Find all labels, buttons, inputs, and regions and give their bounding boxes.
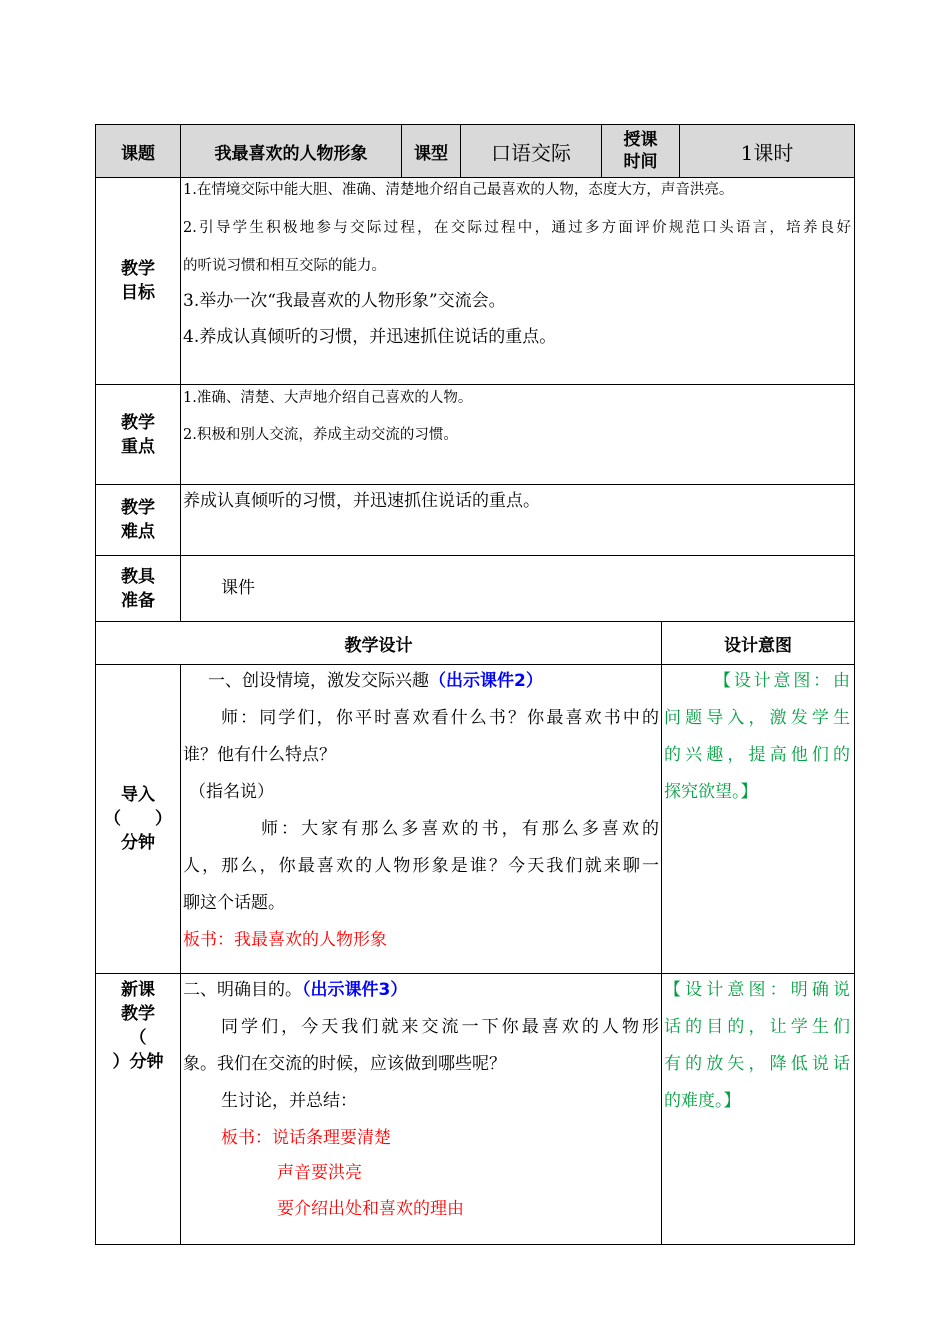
- lesson-plan-table: [95, 124, 855, 1245]
- newlesson-intent-cell: [661, 973, 855, 1245]
- topic-label-cell: [95, 124, 181, 178]
- newlesson-label-1: 新课: [121, 980, 155, 1000]
- intro-label-2: （ ）: [104, 809, 172, 829]
- intro-board: 板书：我最喜欢的人物形象: [183, 930, 387, 950]
- keypoints-label-cell: [95, 384, 181, 485]
- design-header-cell: [95, 621, 662, 665]
- materials-label-2: 准备: [121, 590, 155, 611]
- intro-line: 聊这个话题。: [183, 893, 285, 913]
- type-value-cell: [460, 124, 602, 178]
- materials-content-cell: [180, 555, 855, 622]
- newlesson-board: 板书：说话条理要清楚: [221, 1128, 391, 1148]
- newlesson-line: 同学们，今天我们就来交流一下你最喜欢的人物形: [221, 1017, 659, 1037]
- materials-text: 课件: [221, 578, 255, 598]
- intro-label-cell: [95, 664, 181, 974]
- goal-line: 4.养成认真倾听的习惯，并迅速抓住说话的重点。: [183, 327, 557, 347]
- intro-intent-line: 【设计意图：由: [714, 671, 850, 691]
- keypoints-label-1: 教学: [121, 412, 155, 433]
- goals-label-cell: [95, 177, 181, 385]
- difficulties-label-cell: [95, 484, 181, 556]
- newlesson-step-title-text: 二、明确目的。: [183, 980, 302, 1000]
- newlesson-board: 要介绍出处和喜欢的理由: [277, 1199, 464, 1219]
- difficulties-label-1: 教学: [121, 498, 155, 518]
- time-label-1: 授课: [623, 130, 658, 150]
- newlesson-label-2: 教学: [121, 1004, 155, 1024]
- intro-line: （指名说）: [189, 782, 274, 802]
- intent-header-cell: [661, 621, 855, 665]
- time-label-2: 时间: [623, 152, 658, 172]
- newlesson-intent-line: 的难度。】: [664, 1091, 741, 1111]
- goals-label-2: 目标: [121, 283, 155, 303]
- time-label-cell: [601, 124, 680, 178]
- topic-value-cell: [180, 124, 402, 178]
- intro-label-3: 分钟: [121, 833, 155, 853]
- keypoint-line: 1.准确、清楚、大声地介绍自己喜欢的人物。: [183, 390, 473, 406]
- difficulties-text: 养成认真倾听的习惯，并迅速抓住说话的重点。: [183, 491, 540, 511]
- newlesson-step-ref: （出示课件3）: [302, 980, 408, 1000]
- goal-line: 2.引导学生积极地参与交际过程，在交际过程中，通过多方面评价规范口头语言，培养良好: [183, 220, 851, 236]
- materials-label-1: 教具: [121, 566, 155, 587]
- intro-line: 人，那么，你最喜欢的人物形象是谁？今天我们就来聊一: [183, 856, 659, 876]
- newlesson-intent-line: 【设计意图：明确说: [664, 980, 850, 1000]
- intro-line: 师：大家有那么多喜欢的书，有那么多喜欢的: [261, 819, 659, 839]
- keypoints-label-2: 重点: [121, 436, 155, 457]
- intro-intent-line: 问题导入，激发学生: [664, 708, 850, 728]
- goal-line: 1.在情境交际中能大胆、准确、清楚地介绍自己最喜欢的人物，态度大方，声音洪亮。: [183, 182, 734, 198]
- time-value: 1课时: [740, 140, 794, 165]
- type-label: 课型: [414, 143, 448, 164]
- intro-content-cell: [180, 664, 662, 974]
- newlesson-label-cell: [95, 973, 181, 1245]
- intro-line: 谁？他有什么特点？: [183, 745, 336, 765]
- newlesson-board: 声音要洪亮: [277, 1163, 362, 1183]
- goals-label-1: 教学: [121, 259, 155, 279]
- newlesson-intent-line: 话的目的，让学生们: [664, 1017, 850, 1037]
- newlesson-step-title: [183, 973, 407, 1009]
- goal-line: 3.举办一次“我最喜欢的人物形象”交流会。: [183, 291, 506, 311]
- time-value-cell: [679, 124, 855, 178]
- intro-step-ref: （出示课件2）: [429, 671, 543, 691]
- topic-value: 我最喜欢的人物形象: [214, 143, 368, 164]
- design-header: 教学设计: [344, 635, 413, 656]
- intent-header: 设计意图: [724, 635, 792, 656]
- keypoints-content-cell: [180, 384, 855, 485]
- intro-line: 师：同学们，你平时喜欢看什么书？你最喜欢书中的: [221, 708, 659, 728]
- intro-label-1: 导入: [121, 785, 155, 805]
- materials-label-cell: [95, 555, 181, 622]
- type-value: 口语交际: [491, 140, 571, 165]
- newlesson-label-4: ）分钟: [112, 1052, 164, 1072]
- newlesson-line: 象。我们在交流的时候，应该做到哪些呢？: [183, 1054, 506, 1074]
- topic-label: 课题: [121, 143, 155, 164]
- intro-step-title-text: 一、创设情境，激发交际兴趣: [191, 671, 429, 691]
- newlesson-intent-line: 有的放矢，降低说话: [664, 1054, 850, 1074]
- type-label-cell: [401, 124, 461, 178]
- keypoint-line: 2.积极和别人交流，养成主动交流的习惯。: [183, 427, 458, 443]
- goal-line: 的听说习惯和相互交际的能力。: [183, 258, 386, 274]
- goals-content-cell: [180, 177, 855, 385]
- intro-intent-line: 的兴趣，提高他们的: [664, 745, 850, 765]
- newlesson-line: 生讨论，并总结：: [221, 1091, 357, 1111]
- intro-intent-cell: [661, 664, 855, 974]
- intro-intent-line: 探究欲望。】: [664, 782, 758, 802]
- newlesson-label-3: （: [129, 1028, 147, 1048]
- difficulties-content-cell: [180, 484, 855, 556]
- newlesson-content-cell: [180, 973, 662, 1245]
- difficulties-label-2: 难点: [121, 522, 155, 542]
- intro-step-title: [191, 664, 543, 700]
